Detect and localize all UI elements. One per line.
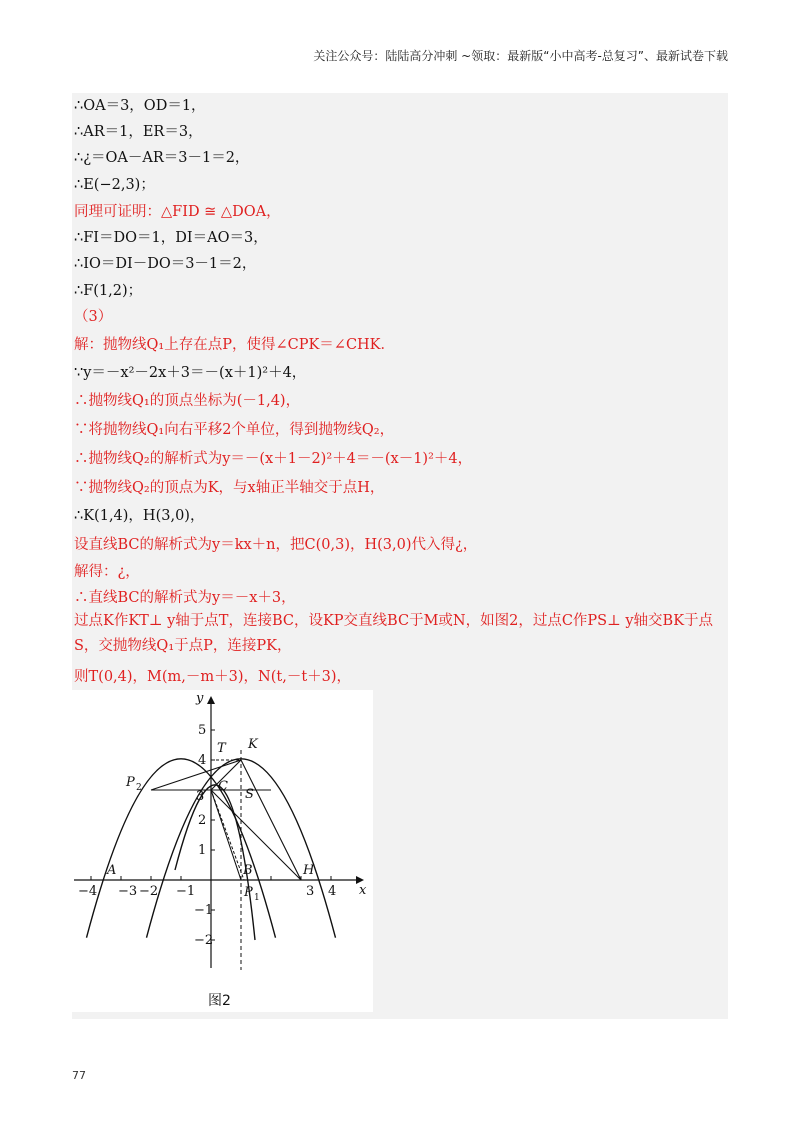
x-tick-label: −4 (78, 884, 98, 899)
x-tick-label: 4 (328, 884, 337, 899)
point-label-p1: P (244, 885, 253, 900)
solution-line: ∵抛物线Q₂的顶点为K，与x轴正半轴交于点H， (74, 480, 385, 496)
point-label-b: B (243, 863, 253, 878)
solution-line: ∴抛物线Q₁的顶点坐标为(－1,4)， (74, 393, 301, 409)
page-header: 关注公众号：陆陆高分冲刺 ~领取：最新版“小中高考-总复习”、最新试卷下载 (313, 49, 728, 63)
x-tick-label: −1 (176, 884, 196, 899)
y-tick-label: −1 (194, 903, 214, 918)
y-tick-label: 5 (198, 723, 207, 738)
solution-line: 设直线BC的解析式为y＝kx＋n，把C(0,3)，H(3,0)代入得¿， (74, 537, 478, 553)
solution-line: ∵将抛物线Q₁向右平移2个单位，得到抛物线Q₂， (74, 422, 395, 438)
solution-line: ∴F(1,2)； (74, 283, 143, 299)
solution-line: 解得：¿， (74, 564, 140, 580)
solution-line: 解：抛物线Q₁上存在点P，使得∠CPK＝∠CHK． (74, 337, 396, 353)
y-axis-label: y (196, 691, 204, 706)
point-label-k: K (248, 737, 258, 752)
solution-line: ∴K(1,4)，H(3,0)， (74, 508, 205, 524)
parabola-diagram (72, 690, 373, 990)
solution-content (72, 93, 728, 1019)
y-tick-label: −2 (194, 933, 214, 948)
solution-line: ∴抛物线Q₂的解析式为y＝－(x＋1－2)²＋4＝－(x－1)²＋4， (74, 451, 473, 467)
point-label-s: S (245, 787, 254, 802)
solution-line: ∴OA＝3，OD＝1， (74, 98, 206, 114)
figure-2 (72, 690, 373, 1012)
solution-line: ∴直线BC的解析式为y＝－x＋3， (74, 590, 296, 606)
solution-line: 则T(0,4)，M(m,－m＋3)，N(t,－t＋3)， (74, 669, 352, 685)
y-tick-label: 4 (198, 753, 207, 768)
y-tick-label: 2 (198, 813, 207, 828)
x-tick-label: −3 (118, 884, 138, 899)
point-label-h: H (303, 863, 315, 878)
figure-caption: 图2 (208, 993, 231, 1009)
point-label-t: T (217, 741, 226, 756)
point-label-a: A (107, 863, 117, 878)
solution-line: ∴E(−2,3)； (74, 177, 155, 193)
solution-line: ∴¿＝OA－AR＝3－1＝2， (74, 150, 250, 166)
point-label-p1-sub: 1 (254, 893, 260, 903)
y-tick-label: 3 (196, 789, 205, 804)
point-label-p2: P (126, 775, 135, 790)
solution-line: ∴FI＝DO＝1，DI＝AO＝3， (74, 230, 268, 246)
x-tick-label: 3 (306, 884, 315, 899)
point-label-c: C (218, 779, 228, 794)
solution-line: ∵y＝－x²－2x＋3＝－(x＋1)²＋4， (74, 365, 307, 381)
x-axis-label: x (359, 883, 367, 898)
part-label: （3） (74, 309, 113, 325)
x-tick-label: −2 (139, 884, 159, 899)
y-tick-label: 1 (198, 843, 207, 858)
page-number: 77 (72, 1069, 86, 1082)
solution-line: 同理可证明：△FID ≅ △DOA， (74, 204, 281, 220)
coordinate-axes (74, 696, 364, 968)
solution-line: ∴IO＝DI－DO＝3－1＝2， (74, 256, 257, 272)
solution-line: ∴AR＝1，ER＝3， (74, 124, 203, 140)
point-label-p2-sub: 2 (136, 783, 142, 793)
solution-line: 过点K作KT⊥ y轴于点T，连接BC，设KP交直线BC于M或N，如图2，过点C作PS⊥ y轴交BK于点S，交抛物线Q₁于点P，连接PK， (74, 613, 714, 654)
